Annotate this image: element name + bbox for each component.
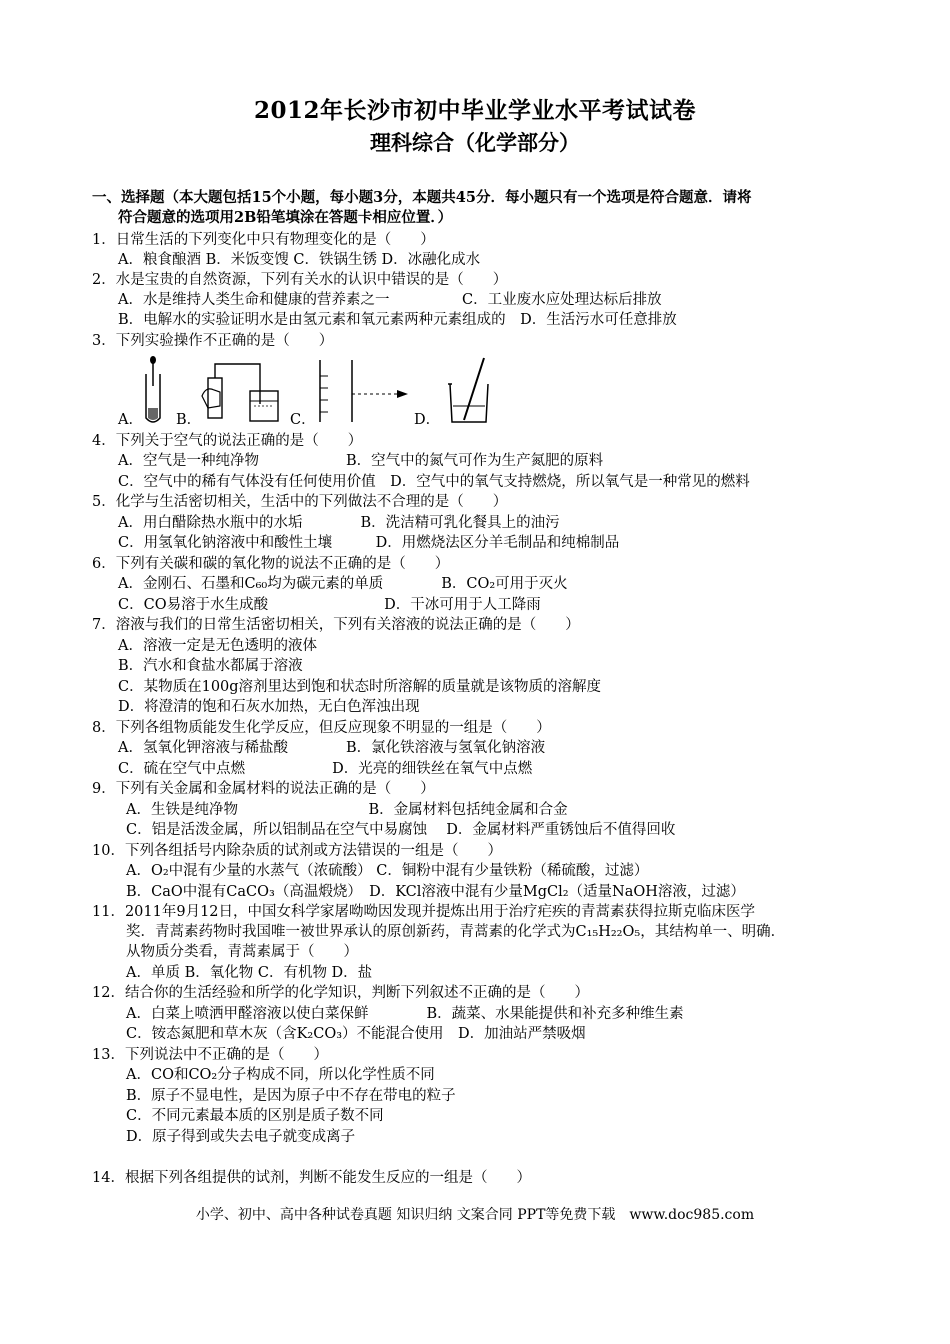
question-9-options-1: A．生铁是纯净物 B．金属材料包括纯金属和合金 bbox=[126, 802, 568, 818]
question-3-option-c: C． bbox=[290, 412, 316, 428]
question-7-option-b: B．汽水和食盐水都属于溶液 bbox=[118, 658, 303, 674]
question-10-options-1: A．O₂中混有少量的水蒸气（浓硫酸） C．铜粉中混有少量铁粉（稀硫酸，过滤） bbox=[126, 863, 649, 879]
question-13-option-d: D．原子得到或失去电子就变成离子 bbox=[126, 1129, 356, 1145]
graduated-cylinder-reading-figure bbox=[312, 356, 412, 426]
question-5-options-2: C．用氢氧化钠溶液中和酸性土壤 D．用燃烧法区分羊毛制品和纯棉制品 bbox=[118, 535, 620, 551]
question-13-option-c: C．不同元素最本质的区别是质子数不同 bbox=[126, 1108, 384, 1124]
question-3-option-a: A． bbox=[118, 412, 143, 428]
question-6: 6．下列有关碳和碳的氧化物的说法不正确的是（ ） bbox=[92, 556, 450, 572]
question-4-options-1: A．空气是一种纯净物 B．空气中的氮气可作为生产氮肥的原料 bbox=[118, 453, 604, 469]
question-12-options-1: A．白菜上喷洒甲醛溶液以使白菜保鲜 B．蔬菜、水果能提供和补充多种维生素 bbox=[126, 1006, 684, 1022]
question-5: 5．化学与生活密切相关，生活中的下列做法不合理的是（ ） bbox=[92, 494, 508, 510]
section-heading-line1: 一、选择题（本大题包括15个小题，每小题3分，本题共45分．每小题只有一个选项是符合题意．请将 bbox=[92, 189, 752, 206]
question-9: 9．下列有关金属和金属材料的说法正确的是（ ） bbox=[92, 781, 435, 797]
question-1: 1．日常生活的下列变化中只有物理变化的是（ ） bbox=[92, 232, 435, 248]
question-12-options-2: C．铵态氮肥和草木灰（含K₂CO₃）不能混合使用 D．加油站严禁吸烟 bbox=[126, 1026, 586, 1042]
question-11-line2: 奖．青蒿素药物时我国唯一被世界承认的原创新药，青蒿素的化学式为C₁₅H₂₂O₅，其结构单一、明确． bbox=[126, 924, 786, 940]
section-heading-line2: 符合题意的选项用2B铅笔填涂在答题卡相应位置．） bbox=[118, 209, 453, 226]
question-9-options-2: C．铝是活泼金属，所以铝制品在空气中易腐蚀 D．金属材料严重锈蚀后不值得回收 bbox=[126, 822, 676, 838]
question-8-options-2: C．硫在空气中点燃 D．光亮的细铁丝在氧气中点燃 bbox=[118, 761, 533, 777]
question-6-options-2: C．CO易溶于水生成酸 D．干冰可用于人工降雨 bbox=[118, 597, 541, 613]
question-14: 14．根据下列各组提供的试剂，判断不能发生反应的一组是（ ） bbox=[92, 1170, 531, 1186]
question-10: 10．下列各组括号内除杂质的试剂或方法错误的一组是（ ） bbox=[92, 843, 502, 859]
question-2-options-1: A．水是维持人类生命和健康的营养素之一 C．工业废水应处理达标后排放 bbox=[118, 292, 662, 308]
question-6-options-1: A．金刚石、石墨和C₆₀均为碳元素的单质 B．CO₂可用于灭火 bbox=[118, 576, 568, 592]
question-10-options-2: B．CaO中混有CaCO₃（高温煅烧） D．KCl溶液中混有少量MgCl₂（适量NaOH溶液，过滤） bbox=[126, 884, 745, 900]
question-8-options-1: A．氢氧化钾溶液与稀盐酸 B．氯化铁溶液与氢氧化钠溶液 bbox=[118, 740, 546, 756]
beaker-stirring-figure bbox=[444, 356, 498, 426]
question-2-options-2: B．电解水的实验证明水是由氢元素和氧元素两种元素组成的 D．生活污水可任意排放 bbox=[118, 312, 677, 328]
question-11-options: A．单质 B．氧化物 C．有机物 D．盐 bbox=[126, 965, 373, 981]
page-subtitle: 理科综合（化学部分） bbox=[370, 130, 580, 155]
question-12: 12．结合你的生活经验和所学的化学知识，判断下列叙述不正确的是（ ） bbox=[92, 985, 589, 1001]
question-13: 13．下列说法中不正确的是（ ） bbox=[92, 1047, 328, 1063]
question-7-option-d: D．将澄清的饱和石灰水加热，无白色浑浊出现 bbox=[118, 699, 420, 715]
page-title: 2012年长沙市初中毕业学业水平考试试卷 bbox=[253, 97, 696, 124]
question-11-line1: 11．2011年9月12日，中国女科学家屠呦呦因发现并提炼出用于治疗疟疾的青蒿素获得拉斯克临床医学 bbox=[92, 904, 756, 920]
question-11-line3: 从物质分类看，青蒿素属于（ ） bbox=[126, 944, 358, 960]
page-footer[interactable]: 小学、初中、高中各种试卷真题 知识归纳 文案合同 PPT等免费下载 www.doc985.com bbox=[195, 1207, 755, 1223]
question-1-options: A．粮食酿酒 B．米饭变馊 C．铁锅生锈 D．冰融化成水 bbox=[118, 252, 481, 268]
airtightness-check-figure bbox=[200, 356, 295, 426]
question-7-option-c: C．某物质在100g溶剂里达到饱和状态时所溶解的质量就是该物质的溶解度 bbox=[118, 679, 602, 695]
question-13-option-b: B．原子不显电性，是因为原子中不存在带电的粒子 bbox=[126, 1088, 456, 1104]
question-4: 4．下列关于空气的说法正确的是（ ） bbox=[92, 433, 363, 449]
question-7: 7．溶液与我们的日常生活密切相关，下列有关溶液的说法正确的是（ ） bbox=[92, 617, 580, 633]
question-5-options-1: A．用白醋除热水瓶中的水垢 B．洗洁精可乳化餐具上的油污 bbox=[118, 515, 560, 531]
question-3-option-b: B． bbox=[176, 412, 202, 428]
question-7-option-a: A．溶液一定是无色透明的液体 bbox=[118, 638, 317, 654]
question-3-option-d: D． bbox=[414, 412, 441, 428]
question-13-option-a: A．CO和CO₂分子构成不同，所以化学性质不同 bbox=[126, 1067, 435, 1083]
question-2: 2．水是宝贵的自然资源，下列有关水的认识中错误的是（ ） bbox=[92, 272, 508, 288]
question-8: 8．下列各组物质能发生化学反应，但反应现象不明显的一组是（ ） bbox=[92, 720, 551, 736]
question-3: 3．下列实验操作不正确的是（ ） bbox=[92, 333, 334, 349]
question-4-options-2: C．空气中的稀有气体没有任何使用价值 D．空气中的氧气支持燃烧，所以氧气是一种常见的燃料 bbox=[118, 474, 750, 490]
